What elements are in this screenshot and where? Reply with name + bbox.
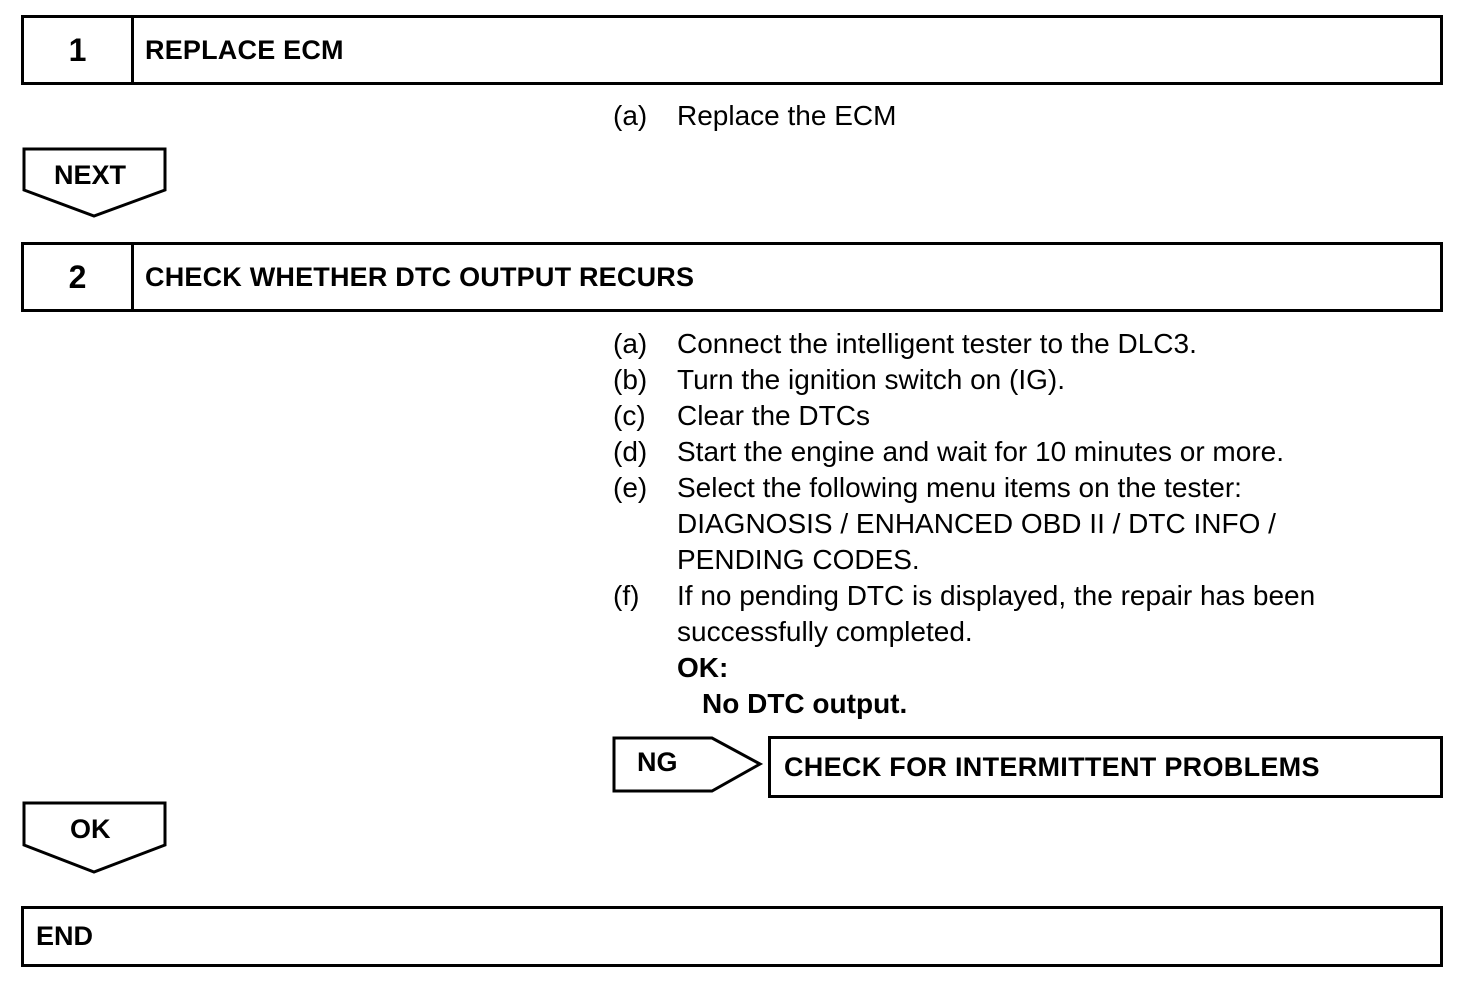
ok-criteria-label: OK:: [677, 652, 729, 683]
instruction-text: Select the following menu items on the tester:: [677, 472, 1242, 503]
next-arrow: [22, 147, 168, 219]
right-arrow-icon: [612, 736, 764, 796]
step-number: 2: [24, 245, 134, 309]
step-2-instructions: [612, 326, 1315, 722]
instruction-item: [612, 470, 1315, 578]
step-2-header: [21, 242, 1443, 312]
instruction-text-line-2: DIAGNOSIS / ENHANCED OBD II / DTC INFO /: [677, 508, 1276, 539]
ok-criteria-value: No DTC output.: [702, 688, 908, 719]
instruction-text-line-2: successfully completed.: [677, 616, 973, 647]
ng-arrow: [612, 736, 764, 796]
instruction-text: Connect the intelligent tester to the DLC3.: [677, 328, 1197, 359]
end-label: END: [36, 921, 94, 951]
instruction-text: Replace the ECM: [677, 100, 897, 131]
step-1-header: [21, 15, 1443, 85]
instruction-item: [612, 362, 1315, 398]
step-1-instructions: [612, 98, 896, 134]
instruction-label: (a): [613, 100, 648, 131]
instruction-text: Clear the DTCs: [677, 400, 870, 431]
instruction-label: (c): [613, 400, 646, 431]
step-title: REPLACE ECM: [145, 34, 344, 65]
instruction-label: (d): [613, 436, 648, 467]
instruction-text: If no pending DTC is displayed, the repair has been: [677, 580, 1316, 611]
instruction-text: Start the engine and wait for 10 minutes or more.: [677, 436, 1284, 467]
instruction-text: Turn the ignition switch on (IG).: [677, 364, 1066, 395]
ng-label: NG: [637, 747, 678, 777]
instruction-item: [612, 434, 1315, 470]
instruction-text-line-3: PENDING CODES.: [677, 544, 920, 575]
instruction-label: (f): [613, 580, 640, 611]
next-label: NEXT: [54, 160, 127, 190]
ok-arrow: [22, 801, 168, 875]
instruction-label: (e): [613, 472, 648, 503]
instruction-item: [612, 98, 896, 134]
end-box: [21, 906, 1443, 967]
ok-label: OK: [70, 814, 111, 844]
step-title: CHECK WHETHER DTC OUTPUT RECURS: [145, 261, 695, 292]
instruction-item: [612, 326, 1315, 362]
step-number: 1: [24, 18, 134, 82]
ng-target-label: CHECK FOR INTERMITTENT PROBLEMS: [784, 751, 1320, 782]
instruction-item: [612, 578, 1315, 722]
ng-target-box: [768, 736, 1443, 798]
instruction-item: [612, 398, 1315, 434]
instruction-label: (b): [613, 364, 648, 395]
instruction-label: (a): [613, 328, 648, 359]
